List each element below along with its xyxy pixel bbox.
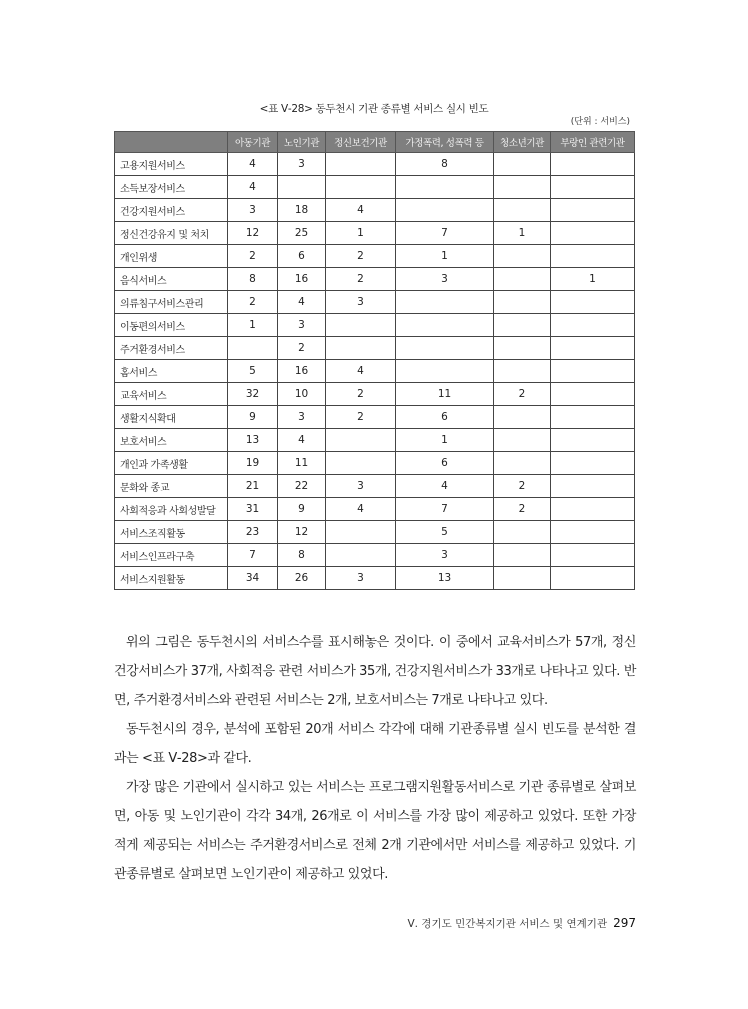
table-cell: 23: [228, 521, 278, 544]
table-row: [115, 544, 635, 567]
table-cell: 3: [326, 567, 396, 590]
table-cell: [494, 314, 551, 337]
table-cell: [494, 360, 551, 383]
table-cell: [396, 360, 494, 383]
row-label: 개인과 가족생활: [115, 452, 228, 475]
table-cell: 22: [278, 475, 326, 498]
table-cell: [326, 521, 396, 544]
table-cell: 18: [278, 199, 326, 222]
table-cell: 2: [228, 245, 278, 268]
table-cell: 13: [396, 567, 494, 590]
row-label: 주거환경서비스: [115, 337, 228, 360]
table-cell: 8: [228, 268, 278, 291]
table-cell: [228, 337, 278, 360]
row-label: 이동편의서비스: [115, 314, 228, 337]
page-number: 297: [613, 916, 636, 930]
row-label: 정신건강유지 및 처치: [115, 222, 228, 245]
table-cell: 4: [278, 291, 326, 314]
table-cell: 2: [228, 291, 278, 314]
table-cell: [494, 567, 551, 590]
table-cell: 3: [228, 199, 278, 222]
column-header: 정신보건기관: [326, 132, 396, 153]
table-row: [115, 567, 635, 590]
table-cell: 1: [396, 429, 494, 452]
table-cell: [326, 176, 396, 199]
table-row: [115, 521, 635, 544]
table-row: [115, 268, 635, 291]
table-cell: [326, 544, 396, 567]
table-cell: 2: [494, 498, 551, 521]
table-cell: [551, 406, 635, 429]
table-cell: 25: [278, 222, 326, 245]
table-cell: [551, 360, 635, 383]
table-cell: 1: [494, 222, 551, 245]
table-cell: [494, 544, 551, 567]
table-cell: [396, 337, 494, 360]
row-label: 건강지원서비스: [115, 199, 228, 222]
table-cell: 12: [228, 222, 278, 245]
table-cell: 26: [278, 567, 326, 590]
row-label: 홈서비스: [115, 360, 228, 383]
table-cell: 13: [228, 429, 278, 452]
table-cell: [551, 544, 635, 567]
row-label: 사회적응과 사회성발달: [115, 498, 228, 521]
table-cell: [551, 521, 635, 544]
table-cell: [396, 291, 494, 314]
table-row: [115, 383, 635, 406]
table-cell: [551, 498, 635, 521]
table-cell: 34: [228, 567, 278, 590]
table-cell: 7: [396, 222, 494, 245]
table-row: [115, 452, 635, 475]
table-unit-note: (단위 : 서비스): [570, 117, 630, 127]
table-cell: 3: [396, 544, 494, 567]
row-label: 소득보장서비스: [115, 176, 228, 199]
paragraph: 위의 그림은 동두천시의 서비스수를 표시해놓은 것이다. 이 중에서 교육서비스가 57개, 정신건강서비스가 37개, 사회적응 관련 서비스가 35개, 건강지원서비스가 33개로 나타나고 있다. 반면, 주거환경서비스와 관련된 서비스는 2개, 보호서비스는 7개로 나타나고 있다.: [114, 635, 636, 708]
table-cell: 3: [278, 153, 326, 176]
row-label: 문화와 종교: [115, 475, 228, 498]
row-label: 고용지원서비스: [115, 153, 228, 176]
table-cell: 9: [278, 498, 326, 521]
table-cell: 5: [228, 360, 278, 383]
table-cell: [551, 176, 635, 199]
paragraph: 동두천시의 경우, 분석에 포함된 20개 서비스 각각에 대해 기관종류별 실시 빈도를 분석한 결과는 <표 Ⅴ-28>과 같다.: [114, 722, 636, 766]
row-label: 서비스조직활동: [115, 521, 228, 544]
table-cell: 11: [278, 452, 326, 475]
table-cell: [494, 153, 551, 176]
table-cell: [326, 314, 396, 337]
table-cell: 11: [396, 383, 494, 406]
table-cell: 2: [494, 475, 551, 498]
table-cell: 16: [278, 360, 326, 383]
table-cell: 1: [228, 314, 278, 337]
table-cell: [396, 199, 494, 222]
table-cell: [494, 199, 551, 222]
table-cell: 4: [228, 176, 278, 199]
row-label: 개인위생: [115, 245, 228, 268]
table-row: [115, 222, 635, 245]
table-cell: [551, 383, 635, 406]
table-cell: 5: [396, 521, 494, 544]
table-cell: 6: [396, 406, 494, 429]
table-cell: [326, 452, 396, 475]
table-cell: [326, 153, 396, 176]
paragraph: 가장 많은 기관에서 실시하고 있는 서비스는 프로그램지원활동서비스로 기관 종류별로 살펴보면, 아동 및 노인기관이 각각 34개, 26개로 이 서비스를 가장 많이 제공하고 있었다. 또한 가장 적게 제공되는 서비스는 주거환경서비스로 전체 2개 기관에서만 서비스를 제공하고 있었다. 기관종류별로 살펴보면 노인기관이 제공하고 있었다.: [114, 780, 636, 882]
table-cell: [494, 429, 551, 452]
table-cell: [551, 452, 635, 475]
table-row: [115, 176, 635, 199]
table-row: [115, 360, 635, 383]
row-label: 교육서비스: [115, 383, 228, 406]
table-cell: 4: [228, 153, 278, 176]
table-cell: 2: [326, 406, 396, 429]
table-cell: 3: [278, 406, 326, 429]
table-cell: [494, 245, 551, 268]
table-cell: [551, 567, 635, 590]
table-cell: [494, 268, 551, 291]
table-cell: [551, 199, 635, 222]
table-caption: <표 Ⅴ-28> 동두천시 기관 종류별 서비스 실시 빈도: [259, 103, 489, 115]
table-cell: [551, 153, 635, 176]
column-header: 노인기관: [278, 132, 326, 153]
table-cell: 12: [278, 521, 326, 544]
table-cell: 4: [278, 429, 326, 452]
page-footer: [407, 916, 636, 931]
table-row: [115, 291, 635, 314]
column-header: 청소년기관: [494, 132, 551, 153]
table-cell: 3: [278, 314, 326, 337]
table-cell: 9: [228, 406, 278, 429]
table-cell: [551, 429, 635, 452]
column-header: 가정폭력, 성폭력 등: [396, 132, 494, 153]
frequency-table: [114, 131, 635, 590]
table-cell: 4: [396, 475, 494, 498]
table-cell: 1: [396, 245, 494, 268]
row-label: 의류침구서비스관리: [115, 291, 228, 314]
table-cell: 1: [326, 222, 396, 245]
table-cell: [551, 337, 635, 360]
table-row: [115, 314, 635, 337]
table-cell: 3: [396, 268, 494, 291]
table-cell: 7: [228, 544, 278, 567]
table-cell: 8: [278, 544, 326, 567]
table-cell: 2: [326, 268, 396, 291]
table-cell: [551, 314, 635, 337]
table-cell: [494, 452, 551, 475]
table-cell: 8: [396, 153, 494, 176]
table-cell: 3: [326, 475, 396, 498]
table-header: [115, 132, 635, 153]
row-label: 서비스지원활동: [115, 567, 228, 590]
row-label: 서비스인프라구축: [115, 544, 228, 567]
table-header-row: [115, 132, 635, 153]
table-cell: 4: [326, 498, 396, 521]
table-cell: [551, 222, 635, 245]
table-cell: 3: [326, 291, 396, 314]
table-cell: 19: [228, 452, 278, 475]
table-cell: 21: [228, 475, 278, 498]
table-cell: 2: [278, 337, 326, 360]
table-cell: [494, 406, 551, 429]
table-cell: [494, 521, 551, 544]
table-cell: 2: [326, 245, 396, 268]
table-row: [115, 406, 635, 429]
table-cell: [396, 314, 494, 337]
table-cell: [278, 176, 326, 199]
table-cell: 7: [396, 498, 494, 521]
table-cell: [494, 337, 551, 360]
table-cell: 4: [326, 199, 396, 222]
table-cell: 4: [326, 360, 396, 383]
row-label: 음식서비스: [115, 268, 228, 291]
table-row: [115, 199, 635, 222]
table-cell: [494, 176, 551, 199]
table-cell: 1: [551, 268, 635, 291]
table-row: [115, 245, 635, 268]
table-cell: [551, 291, 635, 314]
row-label: 보호서비스: [115, 429, 228, 452]
table-cell: [326, 429, 396, 452]
table-row: [115, 429, 635, 452]
column-header: 부랑인 관련기관: [551, 132, 635, 153]
table-row: [115, 337, 635, 360]
column-header: 아동기관: [228, 132, 278, 153]
table-row: [115, 498, 635, 521]
table-row: [115, 153, 635, 176]
body-text: [114, 628, 636, 889]
footer-chapter: Ⅴ. 경기도 민간복지기관 서비스 및 연계기관: [407, 918, 608, 930]
table-cell: [326, 337, 396, 360]
row-label: 생활지식확대: [115, 406, 228, 429]
table-cell: 6: [396, 452, 494, 475]
table-cell: 16: [278, 268, 326, 291]
table-cell: [494, 291, 551, 314]
table-cell: [551, 475, 635, 498]
header-cell-blank: [115, 132, 228, 153]
table-cell: 31: [228, 498, 278, 521]
table-cell: 6: [278, 245, 326, 268]
table-row: [115, 475, 635, 498]
table-cell: 2: [494, 383, 551, 406]
table-body: [115, 153, 635, 590]
table-cell: 32: [228, 383, 278, 406]
table-cell: [396, 176, 494, 199]
table-cell: 10: [278, 383, 326, 406]
table-cell: [551, 245, 635, 268]
table-cell: 2: [326, 383, 396, 406]
